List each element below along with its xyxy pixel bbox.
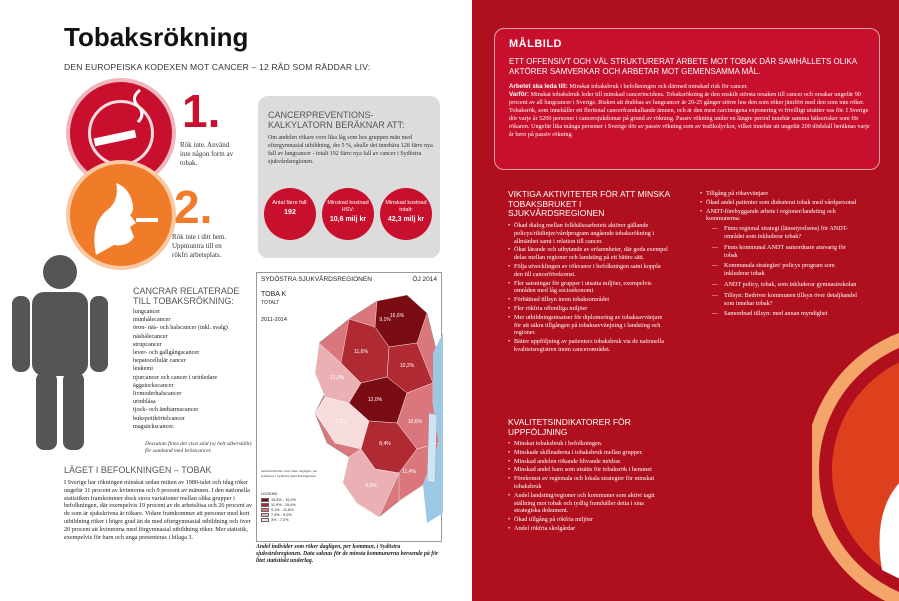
cancer-list-item: urinblåsa <box>133 398 156 406</box>
andt-subitem: — Kommunala strategier/ policys program som inkluderar tobak <box>700 262 860 278</box>
map-legend-note: Andel individer som röker dagligen, per kommun, i Sydöstra sjukvårdsregionen <box>261 469 318 478</box>
indicator-item: • Ökad tillgång på rökfria miljöer <box>508 516 670 524</box>
activity-item: • Fler rökfria offentliga miljöer <box>508 305 670 313</box>
legend-row <box>261 517 296 522</box>
map-value-label: 8,4% <box>379 441 391 447</box>
cancer-list-item: lungcancer <box>133 308 161 315</box>
map-value-label: 9,6% <box>365 483 377 489</box>
activity-item: • Mer utbildningsinsatser för diplomering av tobaksavvänjare för att säkra tillgången på tobaksavvänjning i landsting och regioner. <box>508 314 670 337</box>
cancer-list-item: njurcancer och cancer i urinledare <box>133 373 218 381</box>
map-caption: Andel individer som röker dagligen, per kommun, i Sydöstra sjukvårdsregionen. Data saknas för de minsta kommunerna beroende på för litet statistiskt underlag. <box>256 544 439 564</box>
page-subtitle: DEN EUROPEISKA KODEXEN MOT CANCER – 12 RÅD SOM RÄDDAR LIV: <box>64 62 371 72</box>
rule1-number: 1. <box>182 85 221 137</box>
andt-sublist <box>700 225 860 318</box>
legend-label: 15,5% - 19,2% <box>271 497 296 502</box>
legend-swatch <box>261 518 269 522</box>
goal-title: MÅLBILD <box>509 38 562 50</box>
activities-heading: VIKTIGA AKTIVITETER FÖR ATT MINSKA TOBAKSBRUKET I SJUKVÅRDSREGIONEN <box>508 189 670 218</box>
region-map <box>256 272 442 542</box>
map-value-label: 10,6% <box>407 419 423 425</box>
andt-subitem: — Samordnad tillsyn: med annan myndighet <box>700 310 860 318</box>
legend-row <box>261 512 296 517</box>
activities-list <box>508 222 670 355</box>
rule2-number: 2. <box>174 181 213 233</box>
population-body: I Sverige har rökningen minskat sedan mitten av 1980-talet och idag röker ungefär 11 procent av kvinnorna och 9 procent av männen. I den nationella statistiken framkommer dock stora variationer mellan olika grupper i befolkningen, där exempelvis 19 procent av de arbetslösa och 26 procent av de som är sjukskrivna är rökare. Vidare framkommer att personer med kort utbildning röker i högre grad än de med eftergymnasial utbildning och över 20 procent att kvinnorna med förgymnasial utbildning röker. Mer statistik, exempelvis för barn och unga presenteras i bilaga 3. <box>64 479 252 541</box>
andt-sublist-wrapper <box>700 225 860 318</box>
andt-subitem: — Tillsyn: Bedriver kommunen tillsyn över detaljhandel som innehar tobak? <box>700 292 860 308</box>
rule1-text: Rök inte. Använd inte någon form av tobak. <box>180 141 234 167</box>
page-title: Tobaksrökning <box>64 22 249 52</box>
map-legend: LEGEND 15,5% - 19,2% 11,9% - 15,4% 9,1% - 11,8% 7,3% - 9,0% 3% - 7,2% <box>261 491 296 522</box>
cancer-list <box>133 308 261 431</box>
calculator-box <box>258 96 440 258</box>
indicator-item: • Andel landsting/regioner och kommuner som aktivt tagit ställning mot tobak och tydlig framhäller detta i sina strategiska dokument. <box>508 492 670 515</box>
map-value-label: 11,4% <box>402 469 416 475</box>
map-subtitle: TOBA K TOTALT <box>261 291 287 306</box>
legend-row <box>261 502 296 507</box>
indicator-item: • Minskad andel barn som utsätts för tobaksrök i hemmet <box>508 466 670 474</box>
body-silhouette-icon <box>10 252 130 452</box>
activity-item: • Bättre uppföljning av patienters tobaksbruk via de nationella kvalitetsregistren inom cancerområdet. <box>508 338 670 354</box>
legend-swatch <box>261 498 269 502</box>
map-title: SYDÖSTRA SJUKVÅRDSREGIONEN <box>261 276 372 283</box>
cancer-list-item: munhålecancer <box>133 316 171 324</box>
indicator-item: • ANDT-förebyggande arbete i regioner/landsting och kommunerna: <box>700 208 860 224</box>
map-year: ÖJ 2014 <box>412 276 437 283</box>
goal-text: Arbetet ska leda till: Minskat tobaksbruk i befolkningen och därmed minskad risk för cancer. Varför: Minskat tobaksbruk leder till minskad cancerincidens. Tobaksrökning är den enskilt största orsaken till cancer och orsakar ungefär 90 procent av all lungcancer i Sverige. Risken att drabbas av lungcancer är 20-25 gånger större hos den som röker jämfört med den som inte röker. Tobaksrök, som innehåller ett flertiotal cancerframkallande ämnen, och är den mest carcinogena exponering vi frivilligt utsätter oss för. I Sverige dör varje år 5200 personer i cancersjukdomar på grund av rökning. Passiv rökning under en längre period innebär samma hälsorisker som för rökaren. Ungefär lika många personer i Sverige dör av passiv rökning som av trafikolyckor, vilket innebär att ungefär 200 dödsfall beräknas varje år bero på passiv rökning. <box>509 83 870 138</box>
calculator-body: Om andelen rökare voro lika låg som hos gruppen män med eftergymnasial utbildning, drs 5 %, skulle det innebära 128 färre nya fall av lungcancer - totalt 192 färre nya fall av cancer i Sydöstra sjukvårdsregionen. <box>268 135 433 165</box>
indicator-item: • Minskad andelen rökande blivande mödrar. <box>508 458 670 466</box>
legend-row <box>261 507 296 512</box>
right-page <box>472 0 899 601</box>
cancer-list-item: bukspottkörtelcancer <box>133 414 185 422</box>
activity-item: • Förbättrad tillsyn inom tobaksområdet <box>508 296 670 304</box>
legend-label: 3% - 7,2% <box>271 517 289 522</box>
andt-subitem: — Finns kommunal ANDT samordnare ansvarig för tobak <box>700 244 860 260</box>
stat-fewer-cases: Antal färre fall: 192 <box>264 188 316 240</box>
map-value-label: 16,6% <box>389 313 405 319</box>
cancer-list-item: äggstockscancer <box>133 381 174 389</box>
legend-row <box>261 497 296 502</box>
cancer-list-item: hepatocellulär cancer <box>133 357 186 365</box>
stat-reduced-cost-hsv: Minskad kostnad HSV: 10,6 milj kr <box>322 188 374 240</box>
cancer-list-item: lever- och gallgångscancer <box>133 349 200 357</box>
cancer-list-item: näshålecancer <box>133 332 168 340</box>
map-value-label: 7,2% <box>335 419 347 425</box>
legend-swatch <box>261 513 269 517</box>
cancer-list-item: livmoderhalscancer <box>133 390 182 398</box>
map-value-label: 10,2% <box>399 363 415 369</box>
activity-item: • Ökad dialog mellan folkhälsoarbetets aktörer gällande policys/riktlinjer/vårdprogram angående tobaksrökning i allmänhet samt i relation till cancer. <box>508 222 670 245</box>
cancer-list-item: öron- näs- och halscancer (inkl. svalg) <box>133 324 228 332</box>
cancer-heading: CANCRAR RELATERADE TILL TOBAKSRÖKNING: <box>133 286 240 306</box>
cancer-list-item: strupcancer <box>133 340 162 348</box>
cancer-list-item: leukemi <box>133 365 153 373</box>
map-value-label: 9,1% <box>379 317 391 323</box>
andt-subitem: — Finns regional strategi (länsstyrelsens) för ANDT-området som inkluderar tobak? <box>700 225 860 241</box>
map-value-label: 12,0% <box>367 397 383 403</box>
legend-label: 9,1% - 11,8% <box>271 507 294 512</box>
calculator-title: CANCERPREVENTIONS-KALKYLATORN BERÄKNAR ATT: <box>268 110 405 130</box>
stat-reduced-cost-total: Minskad kostnad totalt: 42,3 milj kr <box>380 188 432 240</box>
activity-item: • Fler satsningar för grupper i utsatta miljöer, exempelvis områden med låg socioekonomi <box>508 280 670 296</box>
legend-swatch <box>261 508 269 512</box>
andt-subitem: — ANDT policy, tobak, som inkluderar gymnasieskolan <box>700 281 860 289</box>
legend-label: 11,9% - 15,4% <box>271 502 296 507</box>
goal-box <box>494 28 880 170</box>
goal-lead: ETT OFFENSIVT OCH VÄL STRUKTURERAT ARBETE MOT TOBAK DÄR SAMHÄLLETS OLIKA AKTÖRER SAMVERKAR OCH ARBETAR MOT GEMENSAMMA MÅL. <box>509 57 857 76</box>
legend-swatch <box>261 503 269 507</box>
indicator-item: • Förekomst av regionala och lokala strategier för minskat tobaksbruk <box>508 475 670 491</box>
map-value-label: 13,0% <box>329 375 345 381</box>
indicator-item: • Minskade skillnaderna i tobaksbruk mellan grupper. <box>508 449 670 457</box>
population-heading: LÄGET I BEFOLKNINGEN – TOBAK <box>64 465 212 475</box>
indicator-item: • Tillgång på rökavvänjare <box>700 190 860 198</box>
indicator-item: • Ökad andel patienter som diskuterat tobak med vårdpersonal <box>700 199 860 207</box>
map-range: 2011-2014 <box>261 317 287 323</box>
indicator-item: • Minskat tobaksbruk i befolkningen. <box>508 440 670 448</box>
indicator-item: • Andel rökfria skolgårdar <box>508 525 670 533</box>
indicators-heading: KVALITETSINDIKATORER FÖR UPPFÖLJNING <box>508 417 631 437</box>
cancer-note: Dessutom finns det visst stöd (ej helt säkerställt) för samband med bröstcancer. <box>145 441 252 454</box>
indicators-list <box>508 440 670 534</box>
indicators-list-continued <box>700 190 860 321</box>
activity-item: • Följa utvecklingen av rökvanor i befolkningen samt koppla den till cancerförekomst. <box>508 263 670 279</box>
cancer-list-item: tjock- och ändtarmscancer <box>133 406 199 414</box>
rule2-text: Rök inte i ditt hem. Uppmuntra till en rökfri arbetsplats. <box>172 233 227 259</box>
cancer-list-item: magsäckscancer. <box>133 422 175 430</box>
legend-label: 7,3% - 9,0% <box>271 512 292 517</box>
activity-item: • Ökat lärande och utbytande av erfarenheter, där goda exempel delas mellan regioner och landsting på ett bättre sätt. <box>508 246 670 262</box>
map-value-label: 11,6% <box>354 349 368 355</box>
